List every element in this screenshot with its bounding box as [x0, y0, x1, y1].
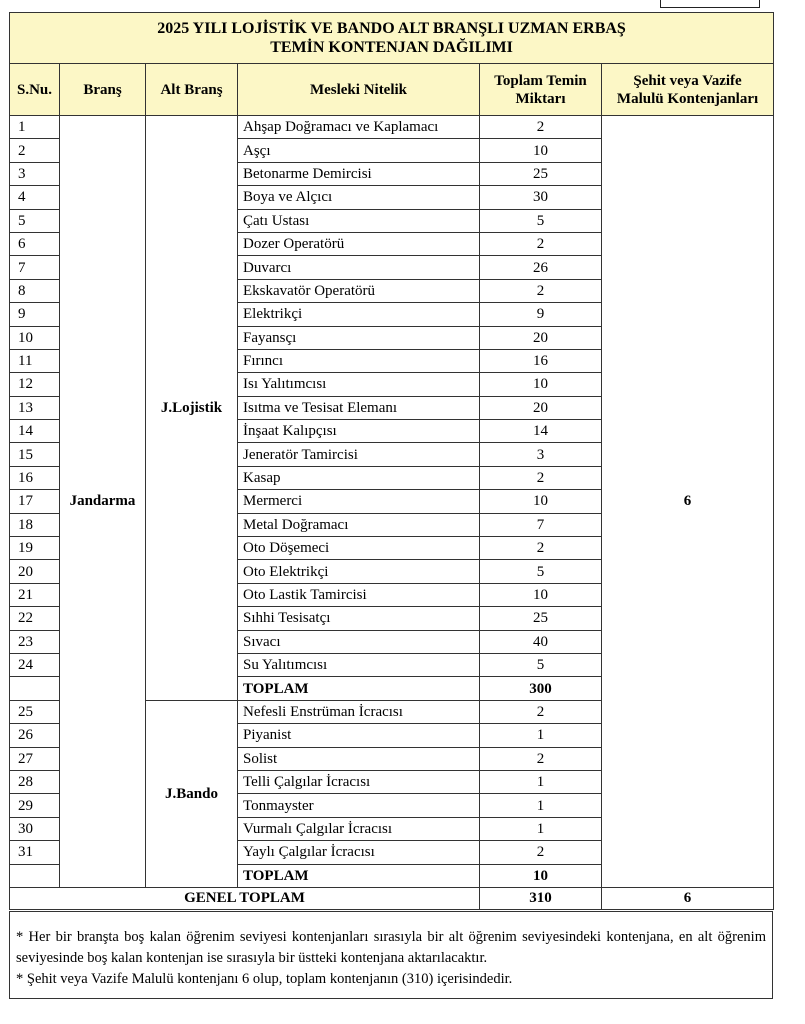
- sn-cell: 12: [10, 373, 60, 396]
- miktar-cell: 2: [480, 537, 602, 560]
- footnote-1: * Her bir branşta boş kalan öğrenim seviyesi kontenjanları sırasıyla bir alt öğrenim seviyesindeki kontenjana, en alt öğrenim seviyesinde boş kalan kontenjan ise sırasıyla bir üstteki kontenjana aktarılacaktır.: [16, 929, 766, 966]
- grand-total-value: 310: [480, 887, 602, 909]
- miktar-cell: 9: [480, 303, 602, 326]
- meslek-cell: Metal Doğramacı: [238, 513, 480, 536]
- sn-cell: 16: [10, 466, 60, 489]
- sn-cell: 18: [10, 513, 60, 536]
- miktar-cell: 5: [480, 653, 602, 676]
- sn-cell: 7: [10, 256, 60, 279]
- miktar-cell: 5: [480, 209, 602, 232]
- meslek-cell: Telli Çalgılar İcracısı: [238, 770, 480, 793]
- miktar-cell: 2: [480, 841, 602, 864]
- sn-cell-empty: [10, 677, 60, 700]
- sn-cell: 15: [10, 443, 60, 466]
- footnote-2: * Şehit veya Vazife Malulü kontenjanı 6 olup, toplam kontenjanın (310) içerisindedir.: [16, 971, 513, 987]
- header-row: [10, 64, 774, 116]
- miktar-cell: 10: [480, 139, 602, 162]
- meslek-cell: Çatı Ustası: [238, 209, 480, 232]
- sehit-kontenjan-cell: 6: [602, 116, 774, 888]
- alt-brans-cell: J.Bando: [146, 700, 238, 887]
- sn-cell: 26: [10, 724, 60, 747]
- miktar-cell: 20: [480, 326, 602, 349]
- corner-frame: [660, 0, 760, 8]
- meslek-cell: Sıhhi Tesisatçı: [238, 607, 480, 630]
- header-toplam-line-2: Miktarı: [515, 90, 566, 107]
- meslek-cell: Fayansçı: [238, 326, 480, 349]
- miktar-cell: 2: [480, 466, 602, 489]
- sn-cell: 14: [10, 420, 60, 443]
- sn-cell: 27: [10, 747, 60, 770]
- miktar-cell: 1: [480, 817, 602, 840]
- meslek-cell: Duvarcı: [238, 256, 480, 279]
- sn-cell: 8: [10, 279, 60, 302]
- meslek-cell: Boya ve Alçıcı: [238, 186, 480, 209]
- meslek-cell: İnşaat Kalıpçısı: [238, 420, 480, 443]
- sn-cell: 3: [10, 162, 60, 185]
- miktar-cell: 10: [480, 583, 602, 606]
- subtotal-value: 300: [480, 677, 602, 700]
- sn-cell: 11: [10, 349, 60, 372]
- header-alt-brans: Alt Branş: [146, 64, 238, 116]
- miktar-cell: 26: [480, 256, 602, 279]
- header-brans: Branş: [60, 64, 146, 116]
- meslek-cell: Jeneratör Tamircisi: [238, 443, 480, 466]
- meslek-cell: Kasap: [238, 466, 480, 489]
- miktar-cell: 16: [480, 349, 602, 372]
- quota-table: [9, 12, 774, 910]
- title-row: [10, 13, 774, 64]
- header-toplam: [480, 64, 602, 116]
- meslek-cell: Tonmayster: [238, 794, 480, 817]
- meslek-cell: Oto Döşemeci: [238, 537, 480, 560]
- meslek-cell: Sıvacı: [238, 630, 480, 653]
- miktar-cell: 1: [480, 794, 602, 817]
- miktar-cell: 1: [480, 770, 602, 793]
- meslek-cell: Oto Elektrikçi: [238, 560, 480, 583]
- sn-cell: 29: [10, 794, 60, 817]
- sn-cell: 19: [10, 537, 60, 560]
- table-title: [10, 13, 774, 64]
- alt-brans-cell: J.Lojistik: [146, 116, 238, 701]
- sn-cell: 4: [10, 186, 60, 209]
- sn-cell: 30: [10, 817, 60, 840]
- header-sehit: [602, 64, 774, 116]
- sn-cell: 10: [10, 326, 60, 349]
- table-row: [10, 116, 774, 139]
- sn-cell: 23: [10, 630, 60, 653]
- sn-cell: 20: [10, 560, 60, 583]
- miktar-cell: 2: [480, 232, 602, 255]
- title-line-2: TEMİN KONTENJAN DAĞILIMI: [270, 39, 513, 56]
- miktar-cell: 2: [480, 747, 602, 770]
- miktar-cell: 40: [480, 630, 602, 653]
- sn-cell: 5: [10, 209, 60, 232]
- meslek-cell: Fırıncı: [238, 349, 480, 372]
- header-toplam-line-1: Toplam Temin: [494, 72, 587, 89]
- brans-cell: Jandarma: [60, 116, 146, 888]
- header-sn: S.Nu.: [10, 64, 60, 116]
- meslek-cell: Ekskavatör Operatörü: [238, 279, 480, 302]
- miktar-cell: 10: [480, 490, 602, 513]
- sn-cell: 24: [10, 653, 60, 676]
- miktar-cell: 25: [480, 162, 602, 185]
- subtotal-label: TOPLAM: [238, 677, 480, 700]
- subtotal-value: 10: [480, 864, 602, 887]
- footnotes: [9, 911, 773, 999]
- sn-cell: 9: [10, 303, 60, 326]
- meslek-cell: Solist: [238, 747, 480, 770]
- meslek-cell: Nefesli Enstrüman İcracısı: [238, 700, 480, 723]
- sn-cell: 25: [10, 700, 60, 723]
- sn-cell: 22: [10, 607, 60, 630]
- sn-cell-empty: [10, 864, 60, 887]
- miktar-cell: 2: [480, 279, 602, 302]
- sn-cell: 2: [10, 139, 60, 162]
- meslek-cell: Isı Yalıtımcısı: [238, 373, 480, 396]
- sn-cell: 21: [10, 583, 60, 606]
- miktar-cell: 10: [480, 373, 602, 396]
- header-sehit-line-2: Malulü Kontenjanları: [616, 90, 759, 107]
- sn-cell: 17: [10, 490, 60, 513]
- meslek-cell: Mermerci: [238, 490, 480, 513]
- grand-total-label: GENEL TOPLAM: [10, 887, 480, 909]
- title-line-1: 2025 YILI LOJİSTİK VE BANDO ALT BRANŞLI UZMAN ERBAŞ: [157, 20, 626, 37]
- miktar-cell: 1: [480, 724, 602, 747]
- meslek-cell: Dozer Operatörü: [238, 232, 480, 255]
- miktar-cell: 14: [480, 420, 602, 443]
- meslek-cell: Aşçı: [238, 139, 480, 162]
- miktar-cell: 2: [480, 116, 602, 139]
- miktar-cell: 25: [480, 607, 602, 630]
- meslek-cell: Elektrikçi: [238, 303, 480, 326]
- miktar-cell: 3: [480, 443, 602, 466]
- grand-total-sehit: 6: [602, 887, 774, 909]
- sn-cell: 13: [10, 396, 60, 419]
- miktar-cell: 2: [480, 700, 602, 723]
- meslek-cell: Ahşap Doğramacı ve Kaplamacı: [238, 116, 480, 139]
- header-sehit-line-1: Şehit veya Vazife: [633, 72, 742, 89]
- sn-cell: 31: [10, 841, 60, 864]
- grand-total-row: [10, 887, 774, 909]
- meslek-cell: Betonarme Demircisi: [238, 162, 480, 185]
- sn-cell: 1: [10, 116, 60, 139]
- sn-cell: 6: [10, 232, 60, 255]
- meslek-cell: Yaylı Çalgılar İcracısı: [238, 841, 480, 864]
- meslek-cell: Su Yalıtımcısı: [238, 653, 480, 676]
- meslek-cell: Oto Lastik Tamircisi: [238, 583, 480, 606]
- meslek-cell: Vurmalı Çalgılar İcracısı: [238, 817, 480, 840]
- sn-cell: 28: [10, 770, 60, 793]
- miktar-cell: 7: [480, 513, 602, 536]
- meslek-cell: Isıtma ve Tesisat Elemanı: [238, 396, 480, 419]
- header-meslek: Mesleki Nitelik: [238, 64, 480, 116]
- miktar-cell: 5: [480, 560, 602, 583]
- miktar-cell: 30: [480, 186, 602, 209]
- miktar-cell: 20: [480, 396, 602, 419]
- subtotal-label: TOPLAM: [238, 864, 480, 887]
- meslek-cell: Piyanist: [238, 724, 480, 747]
